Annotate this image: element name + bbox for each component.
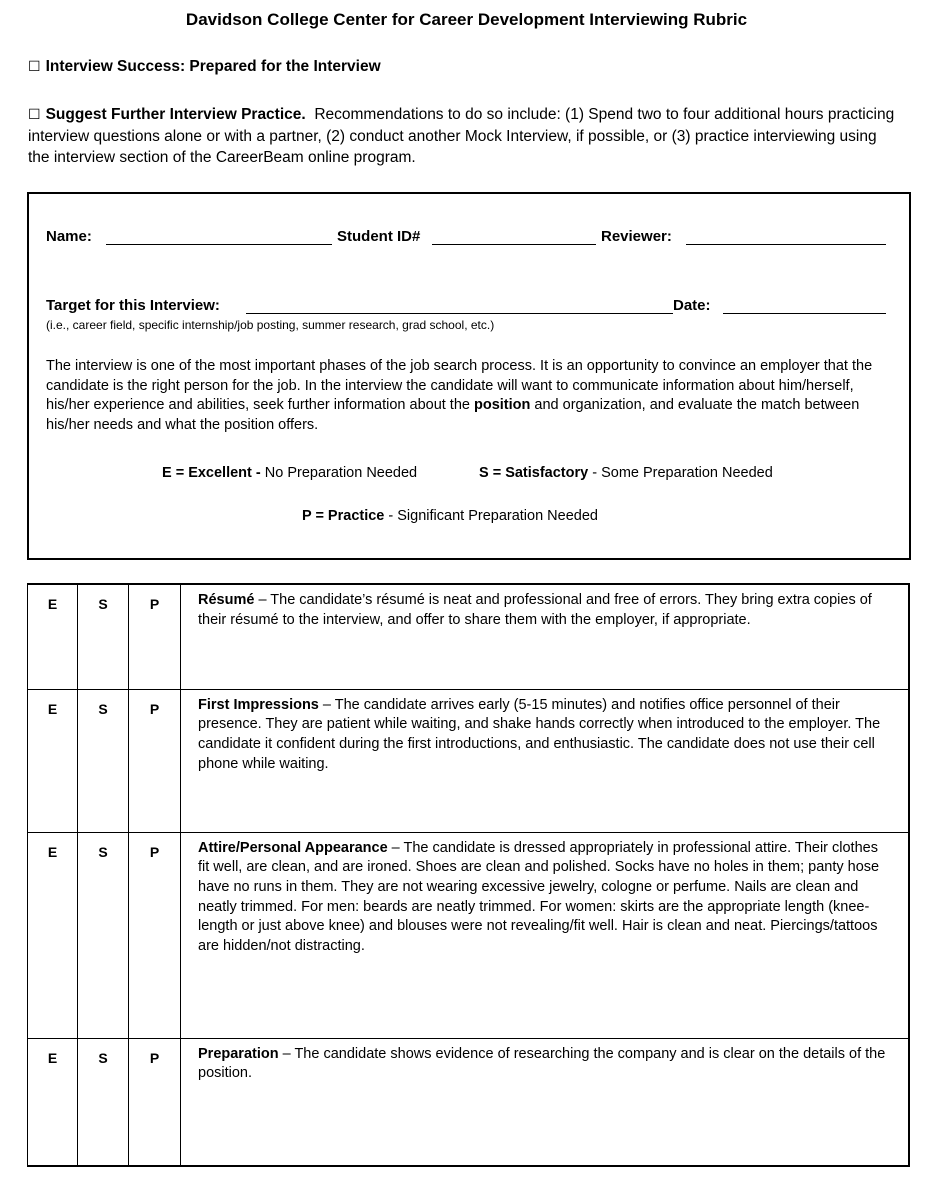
rubric-row-attire	[28, 832, 910, 1038]
checkbox-icon[interactable]: ☐	[28, 106, 41, 122]
target-hint: (i.e., career field, specific internship/job posting, summer research, grad school, etc.)	[46, 318, 495, 332]
criterion-text: – The candidate is dressed appropriately in professional attire. Their clothes fit well, are clean, and are ironed. Shoes are clean and polished. Socks have no holes in them; panty hose have no runs in them. They are not wearing excessive jewelry, cologne or perfume. Nails are clean and neatly trimmed. For men: beards are neatly trimmed. For women: skirts are the appropriate length (knee-length or just above knee) and blouses were not revealing/fit well. Hair is clean and neat. Piercings/tattoos are hidden/not distracting.	[198, 839, 880, 955]
grade-excellent[interactable]: E	[28, 584, 78, 689]
intro-text-end: and organization, and evaluate the match between his/her needs and what the position offers.	[46, 397, 860, 433]
interview-success-option[interactable]	[28, 58, 381, 76]
legend-excellent-key: E = Excellent -	[162, 465, 261, 481]
grade-practice[interactable]: P	[129, 584, 181, 689]
grade-satisfactory[interactable]: S	[78, 1038, 129, 1166]
criterion-description	[181, 1038, 910, 1166]
grade-satisfactory[interactable]: S	[78, 584, 129, 689]
rubric-row-preparation	[28, 1038, 910, 1166]
legend-satisfactory-key: S = Satisfactory	[479, 465, 589, 481]
criterion-text: – The candidate’s résumé is neat and professional and free of errors. They bring extra copies of their résumé to the interview, and offer to share them with the employer, if appropriate.	[198, 592, 872, 628]
grade-excellent[interactable]: E	[28, 832, 78, 1038]
criterion-title: First Impressions	[198, 696, 319, 713]
student-id-field[interactable]	[432, 244, 596, 245]
name-field[interactable]	[106, 244, 332, 245]
target-label: Target for this Interview:	[46, 297, 220, 314]
rubric-table	[27, 583, 910, 1167]
date-field[interactable]	[723, 313, 886, 314]
grade-excellent[interactable]: E	[28, 1038, 78, 1166]
criterion-description	[181, 584, 910, 689]
intro-text: The interview is one of the most important phases of the job search process. It is an opportunity to convince an employer that the candidate is the right person for the job. In the interview the candidate will want to communicate information about him/herself, his/her experience and abilities, seek further information about the	[46, 358, 873, 413]
date-label: Date:	[673, 297, 711, 314]
reviewer-label: Reviewer:	[601, 228, 672, 245]
grade-excellent[interactable]: E	[28, 689, 78, 832]
grade-practice[interactable]: P	[129, 1038, 181, 1166]
criterion-title: Résumé	[198, 592, 255, 608]
grade-practice[interactable]: P	[129, 832, 181, 1038]
criterion-description	[181, 832, 910, 1038]
further-practice-option[interactable]	[28, 104, 898, 169]
rubric-row-first-impressions	[28, 689, 910, 832]
legend-practice-desc: - Significant Preparation Needed	[384, 508, 598, 524]
criterion-text: – The candidate arrives early (5-15 minutes) and notifies office personnel of their presence. They are patient while waiting, and shake hands correctly when introduced to the employer. The candidate it confident during the first introductions, and enthusiastic. The candidate does not use their cell phone while waiting.	[198, 696, 881, 772]
further-practice-label: Suggest Further Interview Practice.	[45, 106, 306, 123]
legend-excellent	[162, 465, 417, 481]
student-info-box	[27, 192, 911, 560]
grade-satisfactory[interactable]: S	[78, 689, 129, 832]
legend-practice	[302, 508, 598, 524]
intro-bold: position	[474, 397, 531, 413]
criterion-title: Preparation	[198, 1045, 279, 1062]
name-label: Name:	[46, 228, 92, 245]
legend-satisfactory-desc: - Some Preparation Needed	[588, 465, 773, 481]
further-practice-text: Recommendations to do so include: (1) Spend two to four additional hours practicing interview questions alone or with a partner, (2) conduct another Mock Interview, if possible, or (3) practice interviewing using the interview section of the CareerBeam online program.	[28, 106, 895, 166]
student-id-label: Student ID#	[337, 228, 421, 245]
reviewer-field[interactable]	[686, 244, 886, 245]
legend-excellent-desc: No Preparation Needed	[260, 465, 418, 481]
legend-practice-key: P = Practice	[302, 508, 385, 524]
criterion-title: Attire/Personal Appearance	[198, 839, 388, 856]
interview-success-label: Interview Success: Prepared for the Interview	[45, 58, 381, 75]
rubric-row-resume	[28, 584, 910, 689]
grade-satisfactory[interactable]: S	[78, 832, 129, 1038]
criterion-text: – The candidate shows evidence of researching the company and is clear on the details of the position.	[198, 1045, 886, 1082]
criterion-description	[181, 689, 910, 832]
page-title: Davidson College Center for Career Development Interviewing Rubric	[185, 10, 748, 29]
target-field[interactable]	[246, 313, 673, 314]
intro-paragraph	[46, 357, 894, 435]
legend-satisfactory	[479, 465, 773, 481]
grade-practice[interactable]: P	[129, 689, 181, 832]
checkbox-icon[interactable]: ☐	[28, 58, 41, 74]
